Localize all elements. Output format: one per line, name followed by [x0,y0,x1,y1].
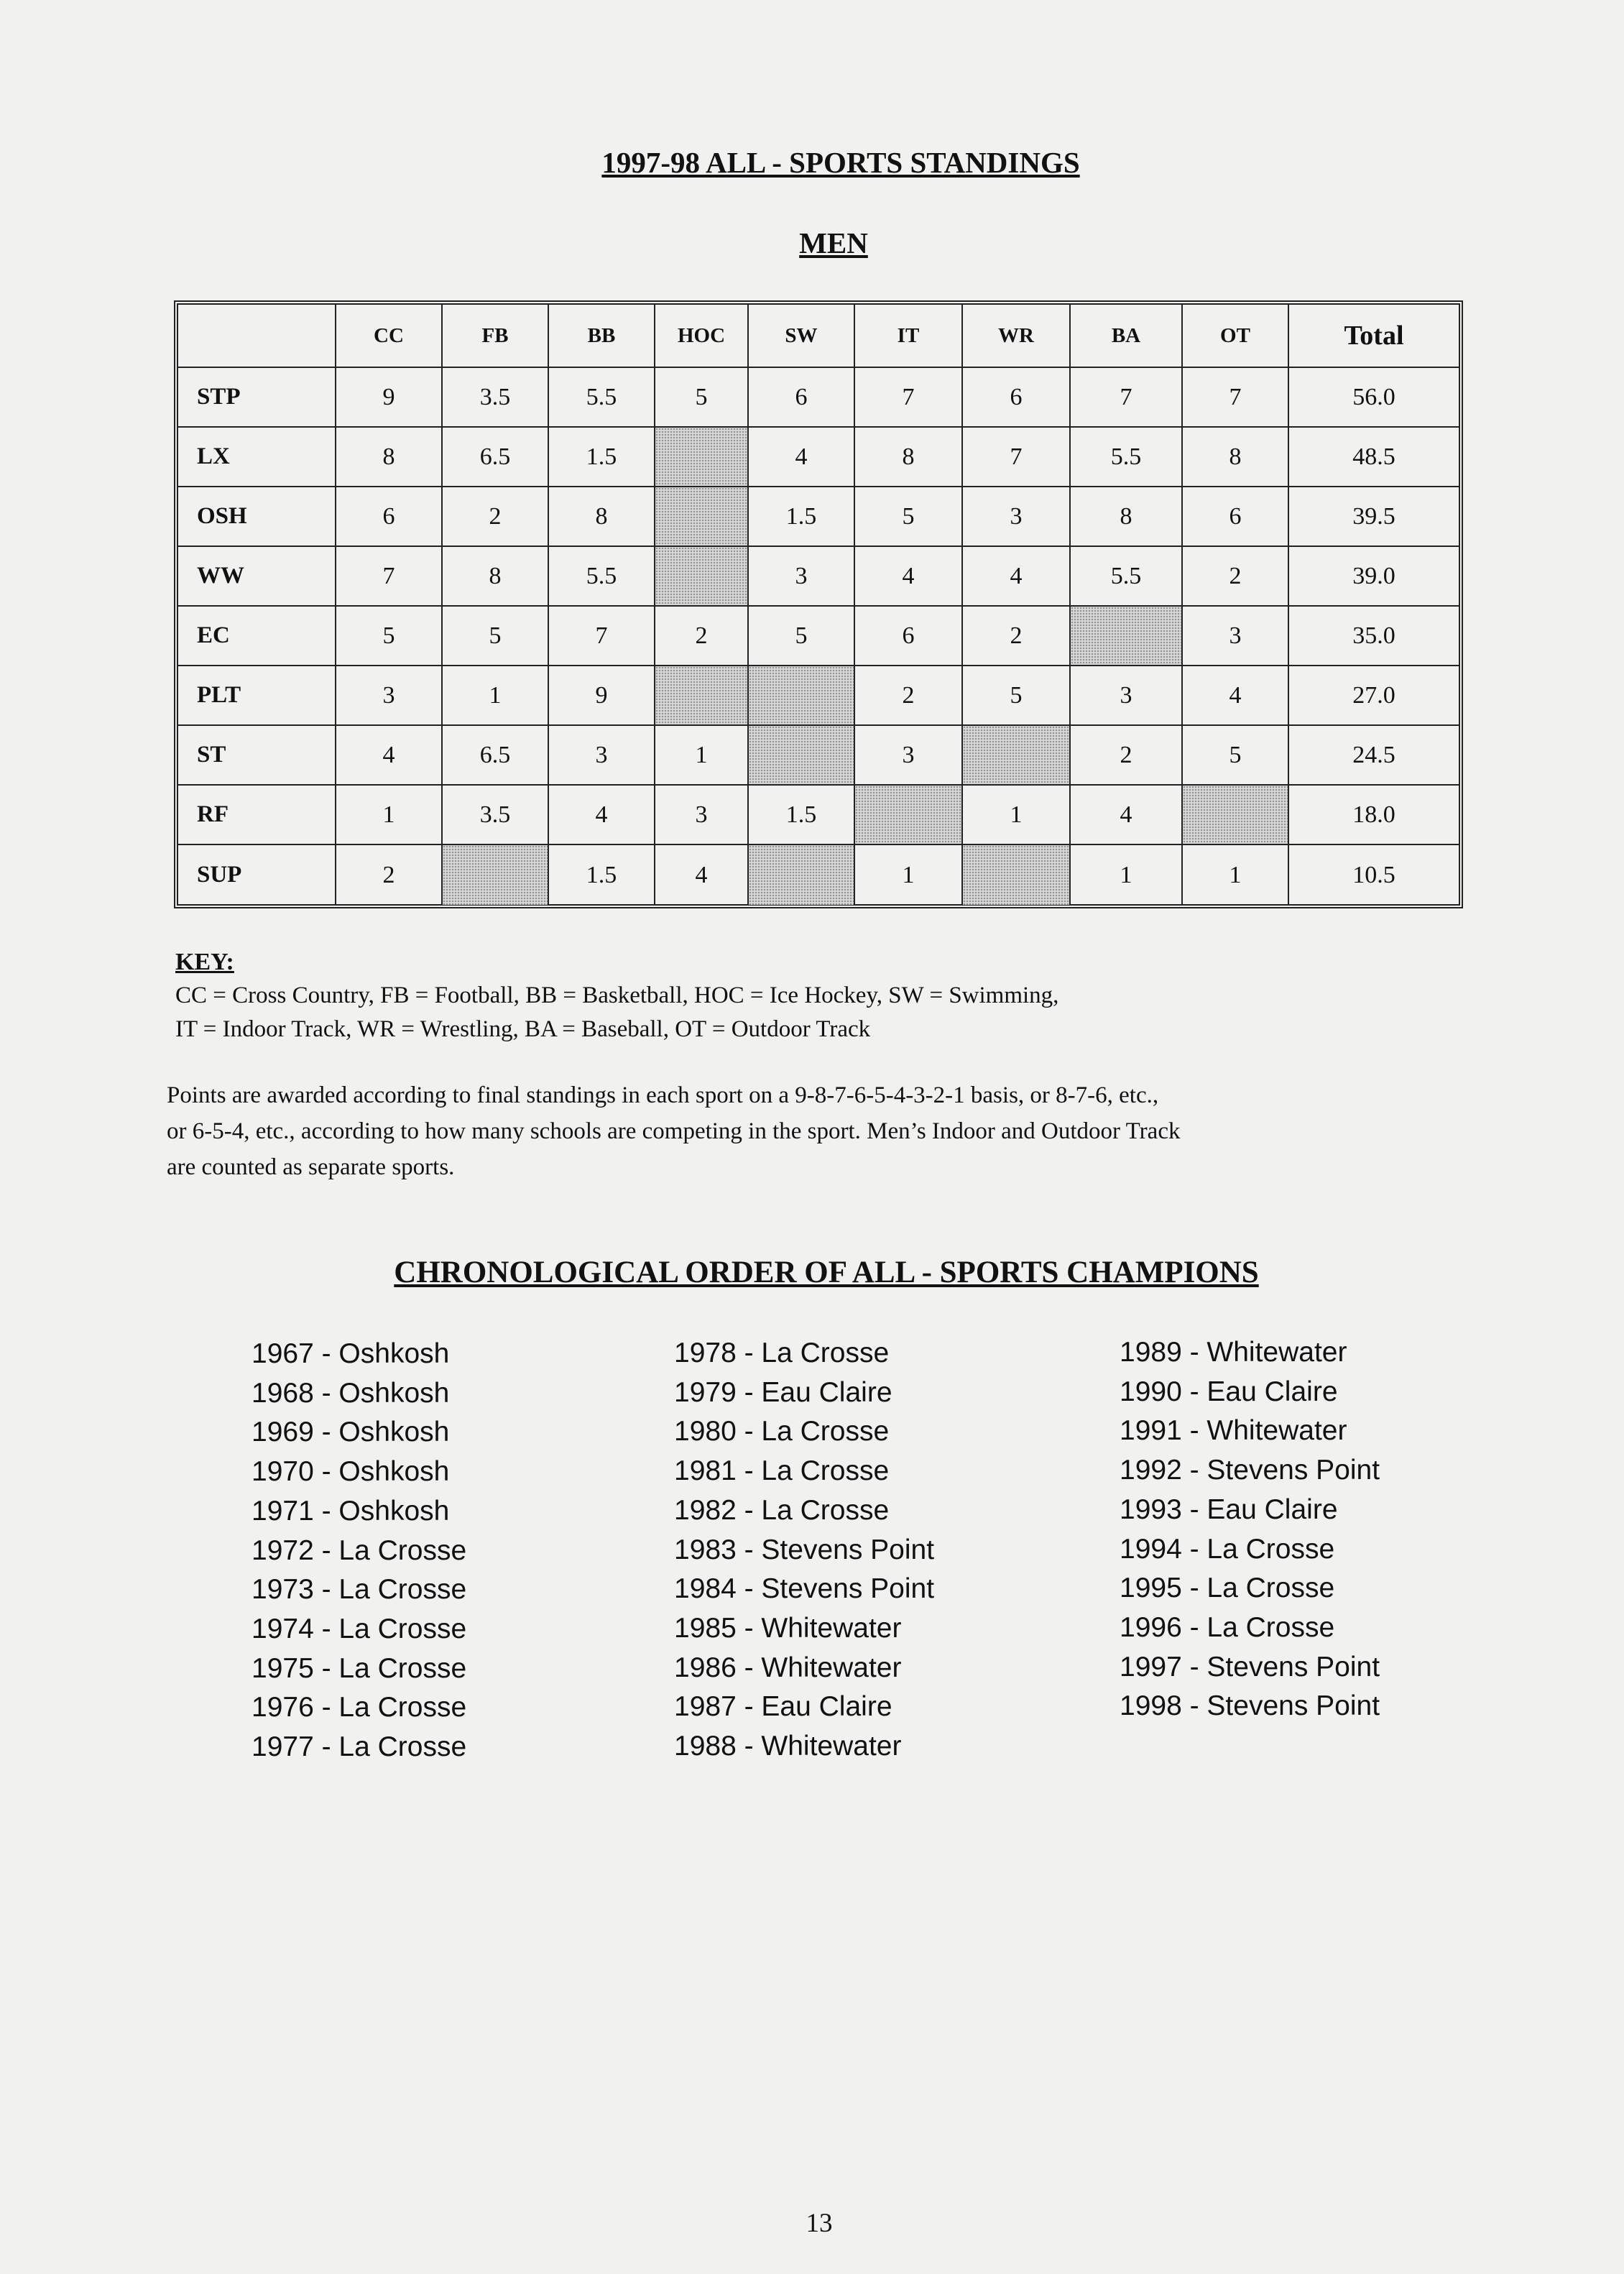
table-cell: 9 [549,666,655,726]
table-cell: 3.5 [443,368,549,428]
column-header: FB [443,305,549,368]
chronology-title: CHRONOLOGICAL ORDER OF ALL - SPORTS CHAMPIONS [394,1256,1259,1289]
table-cell: 7 [963,428,1071,487]
key-heading: KEY: [175,949,234,975]
table-cell: 4 [1071,786,1183,845]
table-cell: 6.5 [443,428,549,487]
champions-column [674,1334,934,1767]
points-note-line: or 6-5-4, etc., according to how many schools are competing in the sport. Men’s Indoor and Outdoor Track [167,1118,1181,1144]
champion-entry: 1969 - Oshkosh [252,1417,450,1448]
table-cell: 3 [336,666,443,726]
table-cell: 8 [549,487,655,547]
champion-entry: 1968 - Oshkosh [252,1377,450,1409]
table-cell: 2 [336,845,443,905]
table-cell: 1 [1183,845,1289,905]
table-cell: 5 [336,607,443,666]
table-cell: 7 [549,607,655,666]
team-label: EC [178,607,336,666]
table-cell: 5.5 [1071,547,1183,607]
champion-entry: 1980 - La Crosse [674,1416,890,1447]
table-cell: 6 [749,368,855,428]
table-cell: 5 [749,607,855,666]
table-cell [655,487,749,547]
table-cell: 7 [1071,368,1183,428]
table-cell: 3 [549,726,655,786]
table-cell: 9 [336,368,443,428]
table-cell [1071,607,1183,666]
team-label: ST [178,726,336,786]
table-cell [443,845,549,905]
team-label: WW [178,547,336,607]
champion-entry: 1977 - La Crosse [252,1731,467,1763]
table-cell: 3 [655,786,749,845]
team-label: SUP [178,845,336,905]
team-label: RF [178,786,336,845]
champion-entry: 1971 - Oshkosh [252,1495,450,1527]
table-cell: 5 [963,666,1071,726]
team-label: PLT [178,666,336,726]
table-cell: 2 [963,607,1071,666]
team-label: STP [178,368,336,428]
column-header: SW [749,305,855,368]
column-header: WR [963,305,1071,368]
table-cell [749,845,855,905]
table-cell: 2 [1071,726,1183,786]
champion-entry: 1970 - Oshkosh [252,1456,450,1488]
table-cell [963,845,1071,905]
table-cell: 1 [336,786,443,845]
table-cell: 5 [655,368,749,428]
champion-entry: 1995 - La Crosse [1120,1573,1335,1604]
champion-entry: 1998 - Stevens Point [1120,1690,1380,1722]
standings-table [174,300,1463,908]
table-cell: 39.0 [1289,547,1459,607]
champion-entry: 1984 - Stevens Point [674,1573,935,1605]
table-corner [178,305,336,368]
table-cell [655,666,749,726]
table-cell: 24.5 [1289,726,1459,786]
section-subtitle-men: MEN [799,226,868,259]
table-cell: 4 [549,786,655,845]
table-cell: 4 [855,547,963,607]
key-line: IT = Indoor Track, WR = Wrestling, BA = Baseball, OT = Outdoor Track [175,1016,871,1042]
table-cell: 35.0 [1289,607,1459,666]
table-cell: 4 [749,428,855,487]
table-cell: 2 [443,487,549,547]
champion-entry: 1976 - La Crosse [252,1692,467,1723]
table-cell: 2 [655,607,749,666]
table-cell: 1 [963,786,1071,845]
column-header: IT [855,305,963,368]
column-header: BA [1071,305,1183,368]
table-cell: 3 [855,726,963,786]
champion-entry: 1989 - Whitewater [1120,1337,1347,1368]
champions-column [252,1335,466,1767]
column-header: Total [1289,305,1459,368]
champion-entry: 1988 - Whitewater [674,1731,902,1762]
table-cell [1183,786,1289,845]
table-cell [855,786,963,845]
column-header: BB [549,305,655,368]
points-note-line: are counted as separate sports. [167,1154,455,1180]
table-cell: 4 [336,726,443,786]
table-cell: 5 [443,607,549,666]
table-cell: 6 [963,368,1071,428]
table-cell: 7 [1183,368,1289,428]
table-cell: 1 [655,726,749,786]
champion-entry: 1985 - Whitewater [674,1612,902,1644]
table-cell: 48.5 [1289,428,1459,487]
table-cell: 4 [655,845,749,905]
table-cell: 39.5 [1289,487,1459,547]
table-cell: 6 [1183,487,1289,547]
table-cell: 3.5 [443,786,549,845]
table-cell: 5 [855,487,963,547]
table-cell: 7 [855,368,963,428]
table-cell: 8 [1071,487,1183,547]
table-cell: 10.5 [1352,861,1395,888]
champion-entry: 1996 - La Crosse [1120,1611,1335,1643]
champion-entry: 1997 - Stevens Point [1120,1651,1380,1683]
page-title: 1997-98 ALL - SPORTS STANDINGS [601,146,1080,179]
column-header: OT [1183,305,1289,368]
table-cell: 6.5 [443,726,549,786]
table-cell: 56.0 [1289,368,1459,428]
champion-entry: 1986 - Whitewater [674,1652,902,1683]
table-cell [655,428,749,487]
column-header: CC [336,305,443,368]
table-cell: 5.5 [549,368,655,428]
table-cell: 1 [443,666,549,726]
champion-entry: 1990 - Eau Claire [1120,1376,1338,1407]
champion-entry: 1991 - Whitewater [1120,1415,1347,1447]
table-cell: 1 [1071,845,1183,905]
table-cell: 4 [963,547,1071,607]
table-cell: 1.5 [549,845,655,905]
table-cell: 18.0 [1289,786,1459,845]
key-line: CC = Cross Country, FB = Football, BB = Basketball, HOC = Ice Hockey, SW = Swimming, [175,982,1059,1008]
table-cell: 1.5 [749,487,855,547]
table-cell: 8 [336,428,443,487]
page-number: 13 [806,2209,833,2238]
table-cell: 2 [1183,547,1289,607]
table-cell [963,726,1071,786]
champions-column [1120,1333,1380,1726]
table-cell: 8 [1183,428,1289,487]
champion-entry: 1981 - La Crosse [674,1455,890,1487]
team-label: LX [178,428,336,487]
column-header: HOC [655,305,749,368]
table-cell: 4 [1183,666,1289,726]
table-cell: 3 [1183,607,1289,666]
team-label: OSH [178,487,336,547]
table-cell [749,666,855,726]
champion-entry: 1987 - Eau Claire [674,1691,892,1723]
champion-entry: 1992 - Stevens Point [1120,1455,1380,1486]
table-cell: 3 [749,547,855,607]
champion-entry: 1978 - La Crosse [674,1338,890,1368]
table-cell: 2 [855,666,963,726]
champion-entry: 1994 - La Crosse [1120,1533,1335,1565]
champion-entry: 1979 - Eau Claire [674,1376,892,1408]
table-cell: 1 [855,845,963,905]
table-cell: 8 [855,428,963,487]
table-cell [749,726,855,786]
table-cell: 3 [963,487,1071,547]
table-cell: 27.0 [1289,666,1459,726]
table-cell [655,547,749,607]
table-cell: 1.5 [749,786,855,845]
table-cell: 5.5 [549,547,655,607]
table-cell: 3 [1071,666,1183,726]
champion-entry: 1972 - La Crosse [252,1534,467,1566]
table-cell: 5.5 [1071,428,1183,487]
champion-entry: 1967 - Oshkosh [252,1338,450,1369]
table-cell: 5 [1183,726,1289,786]
champion-entry: 1974 - La Crosse [252,1613,467,1644]
table-cell: 8 [443,547,549,607]
points-note-line: Points are awarded according to final standings in each sport on a 9-8-7-6-5-4-3-2-1 basis, or 8-7-6, etc., [167,1082,1159,1108]
champion-entry: 1973 - La Crosse [252,1574,467,1606]
champion-entry: 1982 - La Crosse [674,1494,890,1526]
table-cell: 6 [336,487,443,547]
table-cell: 1.5 [549,428,655,487]
champion-entry: 1993 - Eau Claire [1120,1493,1338,1525]
champion-entry: 1975 - La Crosse [252,1652,467,1684]
champion-entry: 1983 - Stevens Point [674,1534,935,1565]
table-cell: 6 [855,607,963,666]
table-cell: 7 [336,547,443,607]
